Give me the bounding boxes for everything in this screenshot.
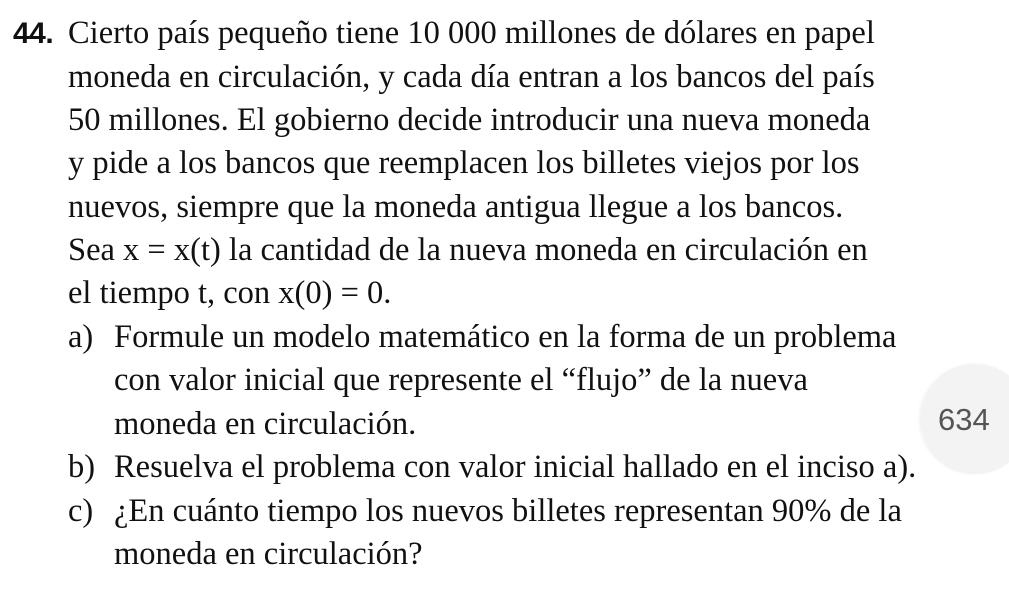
part-a-label: a) <box>68 319 94 355</box>
page-number: 634 <box>938 402 990 437</box>
problem-line: moneda en circulación, y cada día entran a los bancos del país <box>68 59 875 95</box>
part-a-line: con valor inicial que represente el “flujo” de la nueva <box>114 362 808 398</box>
problem-line: 50 millones. El gobierno decide introducir una nueva moneda <box>68 102 871 138</box>
part-a-line: Formule un modelo matemático en la forma de un problema <box>114 319 897 355</box>
problem-line: y pide a los bancos que reemplacen los billetes viejos por los <box>68 145 860 181</box>
part-c-line: ¿En cuánto tiempo los nuevos billetes representan 90% de la <box>114 493 902 529</box>
part-c-label: c) <box>68 493 94 529</box>
problem-line: el tiempo t, con x(0) = 0. <box>68 275 392 311</box>
problem-line: Sea x = x(t) la cantidad de la nueva moneda en circulación en <box>68 232 868 268</box>
problem-line: Cierto país pequeño tiene 10 000 millones de dólares en papel <box>68 15 875 51</box>
part-c-line: moneda en circulación? <box>114 536 423 572</box>
problem-number: 44. <box>13 17 54 50</box>
part-b-label: b) <box>68 449 96 485</box>
problem-line: nuevos, siempre que la moneda antigua llegue a los bancos. <box>68 189 844 225</box>
part-b-line: Resuelva el problema con valor inicial hallado en el inciso a). <box>114 449 917 485</box>
part-a-line: moneda en circulación. <box>114 406 417 442</box>
